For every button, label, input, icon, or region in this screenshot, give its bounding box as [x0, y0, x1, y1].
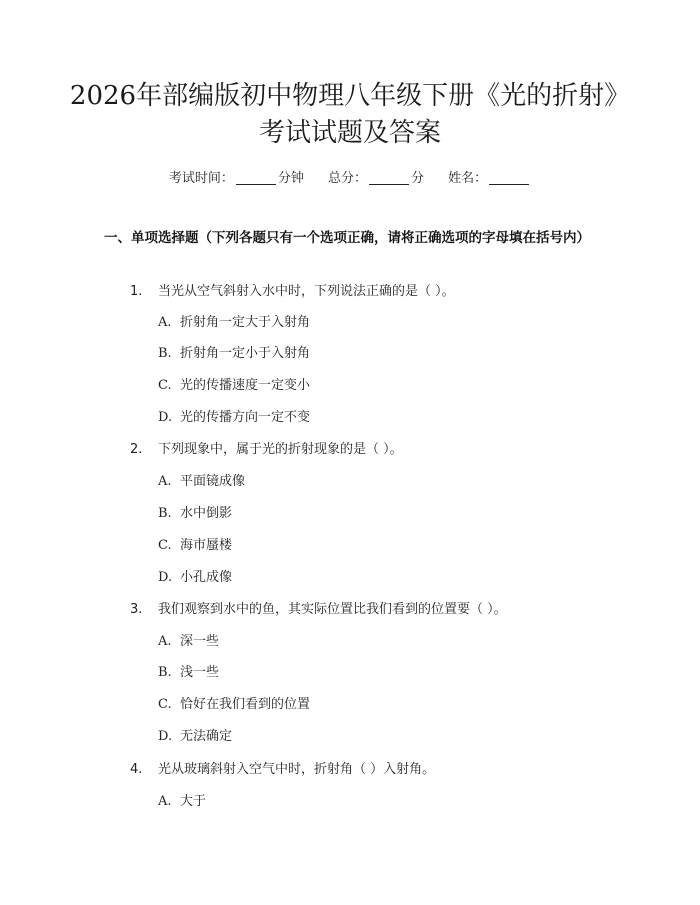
option-text: 恰好在我们看到的位置: [180, 697, 311, 712]
option-text: 平面镜成像: [180, 474, 246, 489]
question-number: 4.: [130, 762, 143, 777]
option-letter: B.: [158, 665, 172, 680]
option-letter: D.: [158, 410, 173, 425]
option-letter: B.: [158, 346, 172, 361]
section-heading: 一、单项选择题（下列各题只有一个选项正确，请将正确选项的字母填在括号内）: [104, 230, 590, 246]
question-number: 3.: [130, 602, 143, 617]
name-label: 姓名：: [448, 171, 488, 186]
option-text: 深一些: [180, 634, 220, 649]
option-letter: C.: [158, 378, 172, 393]
time-blank: [236, 170, 276, 185]
option-text: 海市蜃楼: [180, 538, 233, 553]
question-text: 当光从空气斜射入水中时，下列说法正确的是（ ）。: [158, 284, 455, 299]
exam-time-field: [169, 167, 304, 186]
option-letter: A.: [158, 634, 172, 649]
option-text: 水中倒影: [180, 506, 233, 521]
score-blank: [369, 170, 409, 185]
question-number: 2.: [130, 442, 143, 457]
option-letter: B.: [158, 506, 172, 521]
option-letter: A.: [158, 474, 172, 489]
option-text: 折射角一定小于入射角: [180, 346, 311, 361]
total-score-field: [328, 167, 424, 186]
time-label: 考试时间：: [168, 171, 234, 186]
option-text: 无法确定: [180, 729, 233, 744]
option-text: 光的传播速度一定变小: [180, 378, 311, 393]
page-title: 2026年部编版初中物理八年级下册《光的折射》考试试题及答案: [69, 81, 631, 148]
name-blank: [489, 170, 529, 185]
question-text: 下列现象中，属于光的折射现象的是（ ）。: [158, 442, 403, 457]
option-text: 折射角一定大于入射角: [180, 315, 311, 330]
score-unit: 分: [411, 171, 425, 186]
option-letter: D.: [158, 729, 173, 744]
option-letter: C.: [158, 538, 172, 553]
question-number: 1.: [130, 284, 143, 299]
option-letter: A.: [158, 794, 172, 809]
option-letter: D.: [158, 570, 173, 585]
question-text: 光从玻璃斜射入空气中时，折射角（ ）入射角。: [158, 762, 436, 777]
time-unit: 分钟: [277, 171, 304, 186]
option-letter: A.: [158, 315, 172, 330]
option-letter: C.: [158, 697, 172, 712]
question-text: 我们观察到水中的鱼，其实际位置比我们看到的位置要（ ）。: [158, 602, 507, 617]
option-text: 光的传播方向一定不变: [180, 410, 311, 425]
exam-info-line: [0, 167, 700, 186]
option-text: 大于: [180, 794, 207, 809]
option-text: 小孔成像: [180, 570, 233, 585]
student-name-field: [448, 167, 531, 186]
option-text: 浅一些: [180, 665, 220, 680]
score-label: 总分：: [327, 171, 367, 186]
